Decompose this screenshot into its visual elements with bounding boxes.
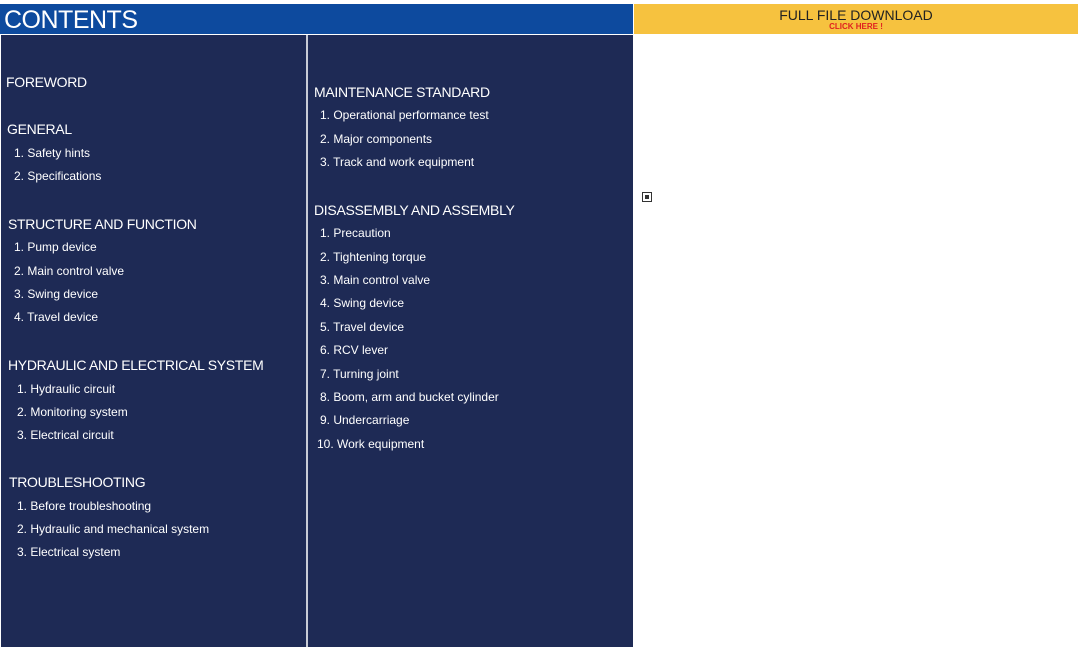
toc-item[interactable]: 2. Major components: [320, 132, 433, 146]
download-label: FULL FILE DOWNLOAD: [779, 7, 933, 23]
toc-item[interactable]: 1. Before troubleshooting: [17, 499, 152, 513]
toc-item[interactable]: 2. Main control valve: [14, 264, 125, 278]
toc-item[interactable]: 2. Specifications: [14, 169, 102, 183]
toc-item[interactable]: 1. Pump device: [14, 240, 97, 254]
toc-item[interactable]: 10. Work equipment: [317, 437, 425, 451]
broken-image-icon: [642, 192, 652, 202]
toc-item[interactable]: 3. Main control valve: [320, 273, 431, 287]
section-troubleshooting[interactable]: TROUBLESHOOTING: [9, 474, 146, 490]
toc-item[interactable]: 7. Turning joint: [320, 367, 399, 381]
toc-item[interactable]: 6. RCV lever: [320, 343, 389, 357]
page-title: CONTENTS: [4, 6, 138, 34]
toc-item[interactable]: 2. Monitoring system: [17, 405, 128, 419]
toc-item[interactable]: 5. Travel device: [320, 320, 405, 334]
toc-item[interactable]: 8. Boom, arm and bucket cylinder: [320, 390, 499, 404]
download-click-here: CLICK HERE !: [829, 22, 883, 31]
toc-item[interactable]: 3. Electrical circuit: [17, 428, 114, 442]
toc-item[interactable]: 1. Precaution: [320, 226, 391, 240]
section-foreword[interactable]: FOREWORD: [6, 74, 87, 90]
full-file-download-button[interactable]: [634, 4, 1078, 34]
toc-item[interactable]: 9. Undercarriage: [320, 413, 410, 427]
section-hydraulic-electrical[interactable]: HYDRAULIC AND ELECTRICAL SYSTEM: [8, 357, 264, 373]
toc-item[interactable]: 4. Swing device: [320, 296, 405, 310]
section-disassembly-assembly[interactable]: DISASSEMBLY AND ASSEMBLY: [314, 202, 515, 218]
toc-item[interactable]: 2. Hydraulic and mechanical system: [17, 522, 210, 536]
toc-item[interactable]: 1. Safety hints: [14, 146, 91, 160]
contents-header: [0, 4, 633, 34]
toc-item[interactable]: 2. Tightening torque: [320, 250, 427, 264]
toc-item[interactable]: 3. Track and work equipment: [320, 155, 475, 169]
section-general[interactable]: GENERAL: [7, 121, 72, 137]
section-maintenance-standard[interactable]: MAINTENANCE STANDARD: [314, 84, 490, 100]
section-structure-function[interactable]: STRUCTURE AND FUNCTION: [8, 216, 197, 232]
toc-item[interactable]: 1. Hydraulic circuit: [17, 382, 116, 396]
toc-item[interactable]: 3. Electrical system: [17, 545, 121, 559]
toc-item[interactable]: 3. Swing device: [14, 287, 99, 301]
contents-right-panel: [308, 35, 633, 647]
toc-item[interactable]: 1. Operational performance test: [320, 108, 489, 122]
toc-item[interactable]: 4. Travel device: [14, 310, 99, 324]
